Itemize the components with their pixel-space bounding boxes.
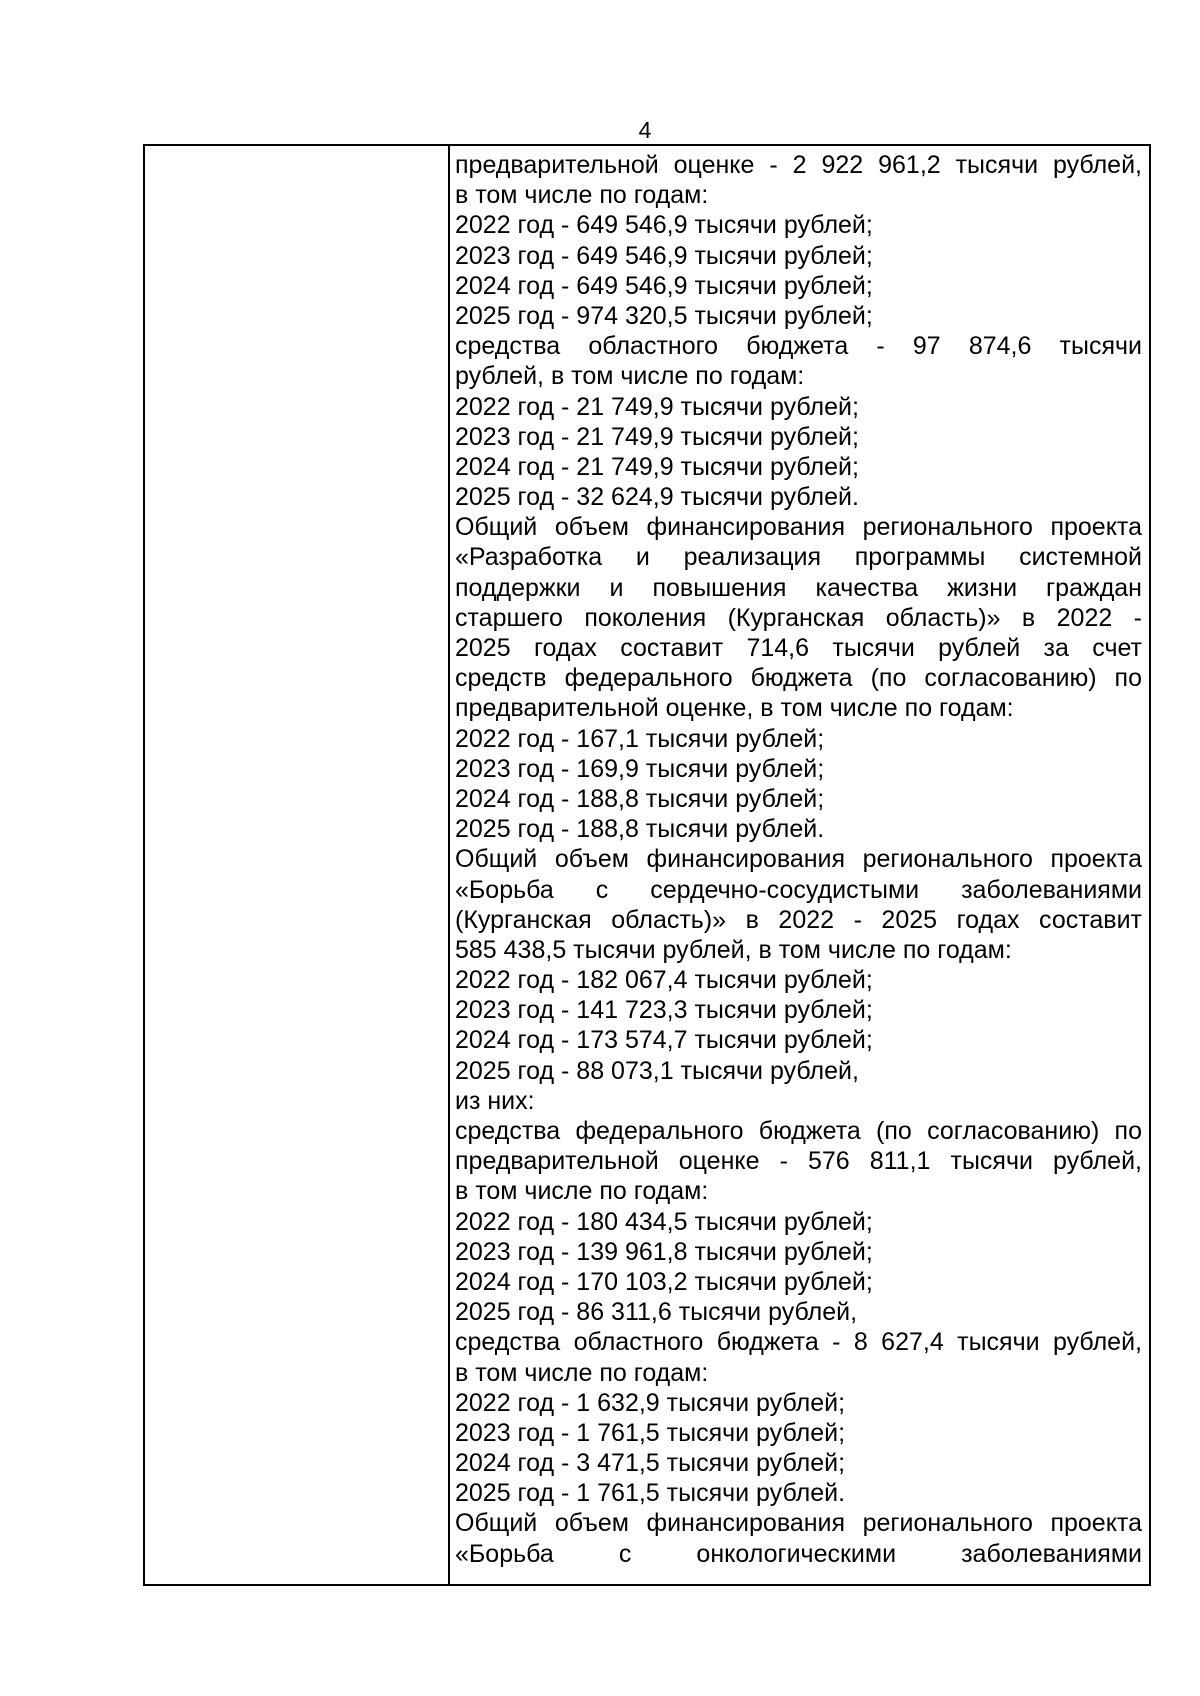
text-line: 2025 год - 188,8 тысячи рублей.	[455, 815, 825, 844]
table-left-cell	[145, 146, 450, 1584]
text-line: средства областного бюджета - 8 627,4 тысячи рублей,	[455, 1328, 1142, 1357]
text-line: предварительной оценке - 2 922 961,2 тысячи рублей,	[455, 151, 1142, 179]
text-line: 2024 год - 649 546,9 тысячи рублей;	[455, 271, 873, 300]
text-line: 2022 год - 1 632,9 тысячи рублей;	[455, 1388, 846, 1417]
text-line: 2022 год - 649 546,9 тысячи рублей;	[455, 211, 873, 240]
text-line: поддержки и повышения качества жизни граждан	[455, 573, 1142, 602]
text-line: средства областного бюджета - 97 874,6 тысячи	[455, 332, 1142, 361]
text-line: 2022 год - 180 434,5 тысячи рублей;	[455, 1207, 873, 1236]
table-right-cell	[450, 146, 1149, 1584]
text-line: Общий объем финансирования регионального проекта	[455, 513, 1142, 542]
text-line: предварительной оценке - 576 811,1 тысячи рублей,	[455, 1147, 1142, 1176]
text-line: в том числе по годам:	[455, 181, 709, 210]
text-line: 2022 год - 21 749,9 тысячи рублей;	[455, 392, 859, 421]
text-line: 2024 год - 170 103,2 тысячи рублей;	[455, 1267, 873, 1296]
text-line: 585 438,5 тысячи рублей, в том числе по годам:	[455, 935, 1012, 964]
text-line: 2023 год - 1 761,5 тысячи рублей;	[455, 1418, 846, 1447]
text-line: Общий объем финансирования регионального проекта	[455, 1509, 1142, 1538]
page-number: 4	[638, 117, 652, 143]
text-line: «Борьба с онкологическими заболеваниями	[455, 1539, 1142, 1568]
text-line: 2023 год - 141 723,3 тысячи рублей;	[455, 996, 873, 1025]
text-line: 2022 год - 167,1 тысячи рублей;	[455, 724, 825, 753]
text-line: 2024 год - 188,8 тысячи рублей;	[455, 784, 825, 813]
text-line: средства федерального бюджета (по согласованию) по	[455, 1117, 1142, 1145]
text-line: предварительной оценке, в том числе по годам:	[455, 694, 1014, 723]
text-line: в том числе по годам:	[455, 1358, 709, 1387]
text-line: Общий объем финансирования регионального проекта	[455, 845, 1142, 874]
text-line: «Разработка и реализация программы системной	[455, 543, 1142, 572]
text-line: 2023 год - 21 749,9 тысячи рублей;	[455, 422, 859, 451]
text-line: 2023 год - 139 961,8 тысячи рублей;	[455, 1237, 873, 1266]
text-line: (Курганская область)» в 2022 - 2025 годах составит	[455, 905, 1142, 934]
text-line: 2024 год - 173 574,7 тысячи рублей;	[455, 1026, 873, 1055]
text-line: 2025 год - 32 624,9 тысячи рублей.	[455, 483, 859, 512]
document-table	[143, 144, 1151, 1586]
text-line: «Борьба с сердечно-сосудистыми заболеваниями	[455, 875, 1142, 904]
text-line: 2025 год - 974 320,5 тысячи рублей;	[455, 301, 873, 330]
text-line: в том числе по годам:	[455, 1177, 709, 1206]
text-line: 2023 год - 169,9 тысячи рублей;	[455, 754, 825, 783]
text-line: рублей, в том числе по годам:	[455, 362, 805, 391]
text-line: 2024 год - 21 749,9 тысячи рублей;	[455, 452, 859, 481]
text-line: из них:	[455, 1086, 535, 1115]
text-line: старшего поколения (Курганская область)» в 2022 -	[455, 603, 1142, 632]
text-line: 2025 год - 88 073,1 тысячи рублей,	[455, 1056, 859, 1085]
text-line: 2022 год - 182 067,4 тысячи рублей;	[455, 966, 873, 995]
text-line: 2025 год - 1 761,5 тысячи рублей.	[455, 1479, 846, 1508]
text-line: 2024 год - 3 471,5 тысячи рублей;	[455, 1449, 846, 1478]
text-line: 2025 годах составит 714,6 тысячи рублей за счет	[455, 634, 1142, 662]
text-line: 2023 год - 649 546,9 тысячи рублей;	[455, 241, 873, 270]
text-line: средств федерального бюджета (по согласованию) по	[455, 664, 1142, 693]
text-line: 2025 год - 86 311,6 тысячи рублей,	[455, 1298, 858, 1327]
